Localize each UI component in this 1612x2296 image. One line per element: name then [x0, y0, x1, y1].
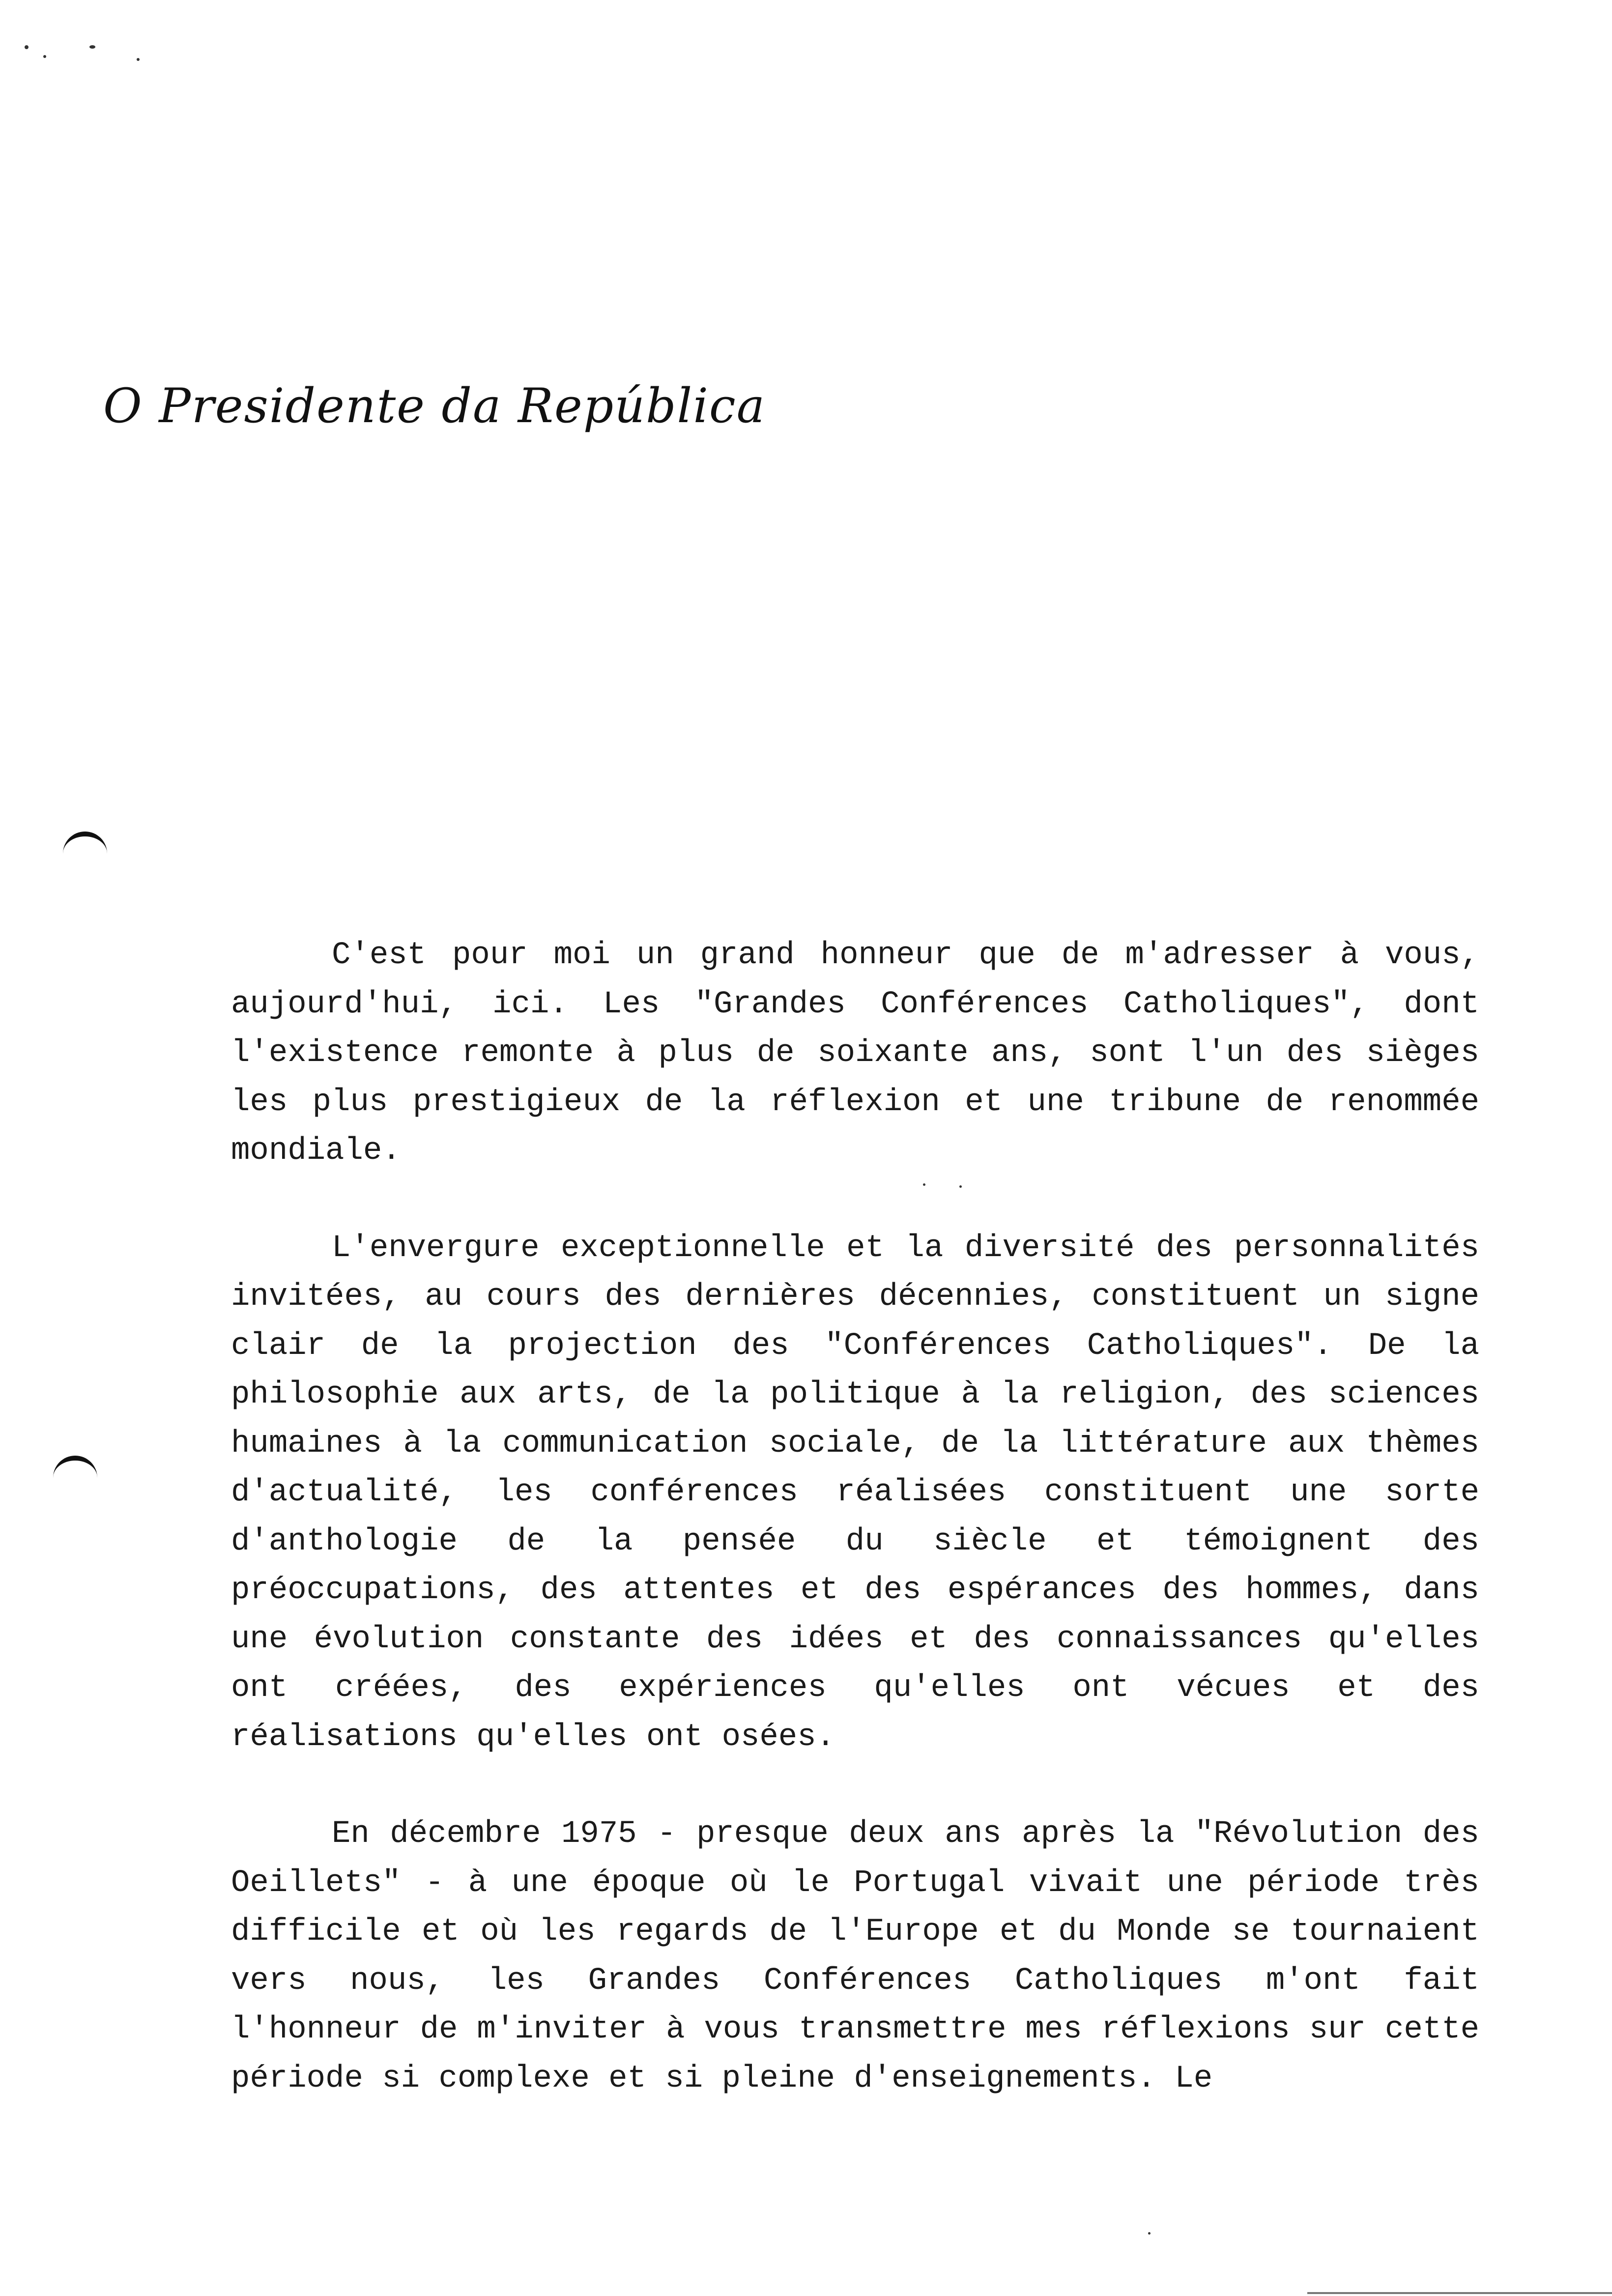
- scan-edge-line: [1307, 2292, 1612, 2294]
- scan-speck: [1148, 2232, 1151, 2235]
- paragraph: En décembre 1975 - presque deux ans après la "Révolution des Oeillets" - à une époque où le Portugal vivait une période très difficile et où les regards de l'Europe et du Monde se tournaient vers nous, les Grandes Conférences Catholiques m'ont fait l'honneur de m'inviter à vous transmettre mes réflexions sur cette période si complexe et si pleine d'enseignements. Le: [231, 1816, 1479, 2096]
- letter-body: [231, 931, 1479, 2103]
- scan-speck: [959, 1185, 962, 1188]
- scan-speck: [89, 45, 95, 49]
- paragraph: C'est pour moi un grand honneur que de m'adresser à vous, aujourd'hui, ici. Les "Grandes Conférences Catholiques", dont l'existence remonte à plus de soixante ans, sont l'un des sièges les plus prestigieux de la réflexion et une tribune de renommée mondiale.: [231, 938, 1479, 1169]
- scan-speck: [43, 55, 46, 58]
- paragraph: L'envergure exceptionnelle et la diversité des personnalités invitées, au cours des dernières décennies, constituent un signe clair de la projection des "Conférences Catholiques". De la philosophie aux arts, de la politique à la religion, des sciences humaines à la communication sociale, de la littérature aux thèmes d'actualité, les conférences réalisées constituent une sorte d'anthologie de la pensée du siècle et témoignent des préoccupations, des attentes et des espérances des hommes, dans une évolution constante des idées et des connaissances qu'elles ont créées, des expériences qu'elles ont vécues et des réalisations qu'elles ont osées.: [231, 1230, 1479, 1755]
- letterhead: [103, 378, 766, 452]
- punch-hole-mark: [63, 832, 107, 856]
- letterhead-title: O Presidente da República: [103, 378, 766, 433]
- scan-speck: [25, 45, 29, 49]
- scan-speck: [137, 58, 140, 61]
- punch-hole-mark: [53, 1456, 97, 1480]
- scan-speck: [923, 1183, 925, 1186]
